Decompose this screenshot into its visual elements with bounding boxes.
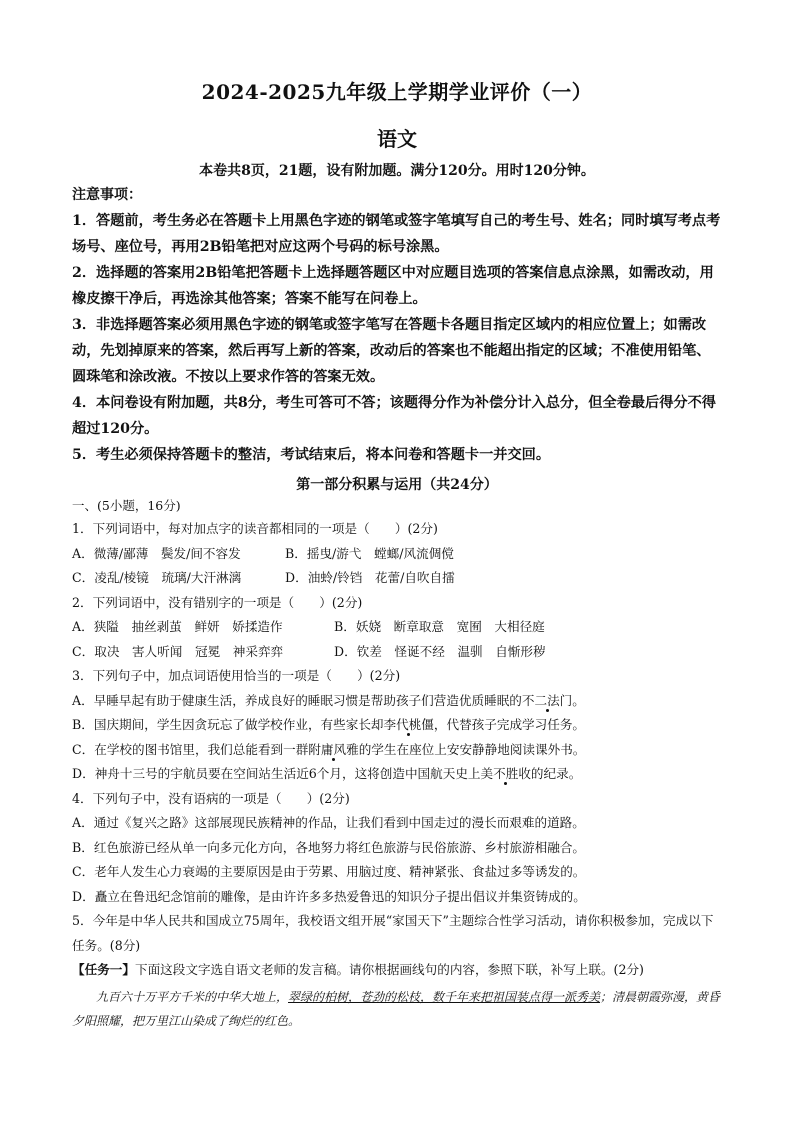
note-item: 5．考生必须保持答题卡的整洁，考试结束后，将本问卷和答题卡一并交回。 — [72, 447, 551, 463]
task-one-tag: 【任务一】 — [72, 962, 135, 977]
option-text: 的学生在座位上安安静静地阅读课外书。 — [358, 741, 586, 757]
option-c — [72, 738, 722, 763]
option-a: A．微薄/鄙薄 鬓发/间不容发 — [72, 545, 241, 561]
option-b: B．摇曳/游弋 螳螂/风流倜傥 — [285, 545, 454, 561]
exam-title: 2024-2025九年级上学期学业评价（一） — [201, 80, 593, 104]
note-item: 3．非选择题答案必须用黑色字迹的钢笔或签字笔写在答题卡各题目指定区域内的相应位置上；如需改动，先划掉原来的答案，然后再写上新的答案，改动后的答案也不能超出指定的区域；不准使用铅笔、圆珠笔和涂改液。不按以上要求作答的答案无效。 — [72, 317, 711, 385]
passage-text: 九百六十万平方千米的中华大地上， — [96, 989, 289, 1004]
part-one-heading: 第一部分积累与运用（共24分） — [296, 477, 498, 493]
question-1-stem: 1．下列词语中，每对加点字的读音都相同的一项是（ ）(2分) — [72, 521, 438, 536]
question-5-stem: 5．今年是中华人民共和国成立75周年，我校语文组开展“家国天下”主题综合性学习活动，请你积极参加，完成以下任务。(8分) — [72, 913, 714, 953]
option-text: C．在学校的图书馆里，我们总能看到一群 — [72, 741, 309, 757]
section-one-heading: 一、(5小题，16分) — [72, 498, 181, 513]
option-c: C．老年人发生心力衰竭的主要原因是由于劳累、用脑过度、精神紧张、食盐过多等诱发的。 — [72, 864, 586, 879]
note-item: 2．选择题的答案用2B铅笔把答题卡上选择题答题区中对应题目选项的答案信息点涂黑，如需改动，用橡皮擦干净后，再选涂其他答案；答案不能写在问卷上。 — [72, 265, 714, 307]
option-a — [72, 689, 722, 714]
option-text: 。 — [572, 692, 585, 708]
option-b — [72, 713, 722, 738]
dotted-word: 李代桃僵 — [383, 717, 434, 732]
option-c: C．取决 害人听闻 冠冕 神采弈弈 — [72, 643, 284, 659]
option-text: B．国庆期间，学生因贪玩忘了做学校作业，有些家长却 — [72, 717, 384, 732]
note-item: 4．本问卷设有附加题，共8分，考生可答可不答；该题得分作为补偿分计入总分，但全卷最后得分不得超过120分。 — [72, 395, 716, 437]
speech-passage — [72, 985, 722, 1033]
option-d: D．油蛉/铃铛 花蕾/自吹自擂 — [285, 570, 455, 585]
note-item: 1．答题前，考生务必在答题卡上用黑色字迹的钢笔或签字笔填写自己的考生号、姓名；同时填写考点考场号、座位号，再用2B铅笔把对应这两个号码的标号涂黑。 — [72, 213, 721, 255]
question-1-options-row-1 — [72, 542, 722, 567]
dotted-word: 附庸风雅 — [308, 741, 359, 757]
underlined-sentence: 翠绿的柏树，苍劲的松枝，数千年来把祖国装点得一派秀美 — [288, 989, 601, 1004]
dotted-word: 不二法门 — [521, 692, 573, 708]
question-2-stem: 2．下列词语中，没有错别字的一项是（ ）(2分) — [72, 594, 363, 610]
option-text: D．神舟十三号的宇航员要在空间站生活近6个月，这将创造中国航天史上 — [72, 766, 481, 781]
question-1-options-row-2 — [72, 566, 722, 591]
option-c: C．凌乱/棱镜 琉璃/大汗淋漓 — [72, 570, 242, 585]
option-d: D．矗立在鲁迅纪念馆前的雕像，是由许许多多热爱鲁迅的知识分子提出倡议并集资铸成的。 — [72, 888, 586, 904]
question-3-stem: 3．下列句子中，加点词语使用恰当的一项是（ ）(2分) — [72, 668, 401, 683]
task-one-text: 下面这段文字选自语文老师的发言稿。请你根据画线句的内容，参照下联，补写上联。(2分) — [134, 962, 644, 977]
question-2-options-row-2 — [72, 640, 722, 665]
passage-text: ；清晨朝霞弥漫，黄昏夕阳照耀，把万里江山染成了绚烂的红色。 — [72, 989, 721, 1028]
option-b: B．妖娆 断章取意 宽囿 大相径庭 — [334, 619, 545, 634]
question-4-stem: 4．下列句子中，没有语病的一项是（ ）(2分) — [72, 790, 350, 806]
subject-title: 语文 — [377, 127, 417, 151]
question-2-options-row-1 — [72, 615, 722, 640]
notes-heading: 注意事项： — [72, 187, 142, 203]
option-text: A．早睡早起有助于健康生活，养成良好的睡眠习惯是帮助孩子们营造优质睡眠的 — [72, 692, 522, 708]
option-b: B．红色旅游已经从单一向多元化方向，各地努力将红色旅游与民俗旅游、乡村旅游相融合。 — [72, 839, 586, 855]
option-d — [72, 762, 722, 787]
task-one — [72, 958, 722, 983]
dotted-word: 美不胜收 — [480, 766, 531, 781]
option-a: A．通过《复兴之路》这部展现民族精神的作品，让我们看到中国走过的漫长而艰难的道路。 — [72, 815, 585, 830]
exam-summary: 本卷共8页，21题，设有附加题。满分120分。用时120分钟。 — [199, 163, 595, 179]
option-a: A．狭隘 抽丝剥茧 鲜妍 娇揉造作 — [72, 619, 283, 634]
option-d: D．钦差 怪诞不经 温驯 自惭形秽 — [334, 643, 546, 659]
option-text: 的纪录。 — [530, 766, 582, 781]
option-text: ，代替孩子完成学习任务。 — [433, 717, 586, 732]
